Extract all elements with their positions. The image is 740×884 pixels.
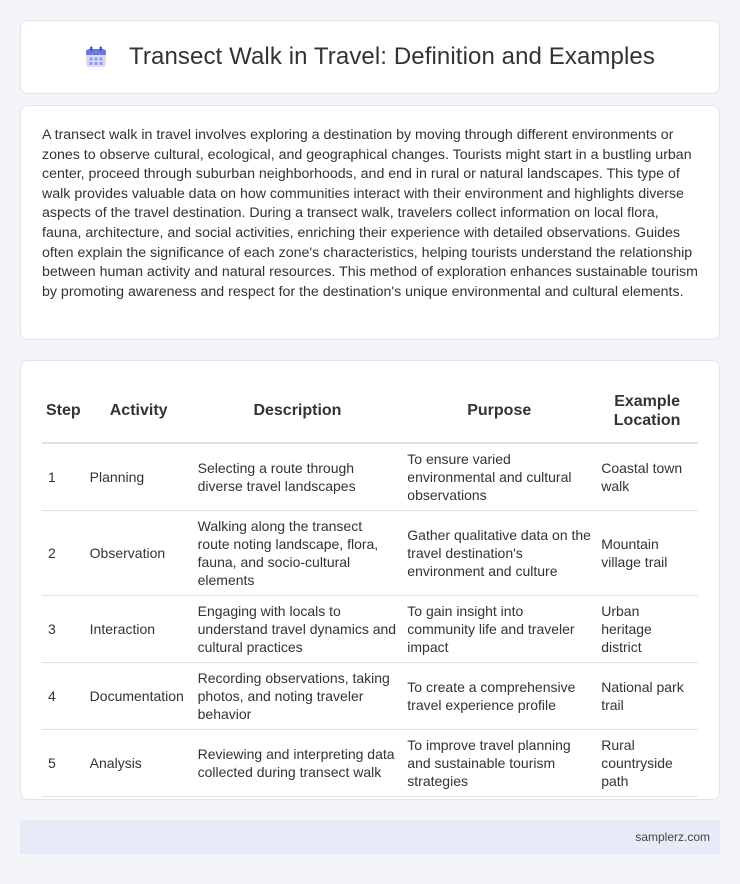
cell-description: Walking along the transect route noting landscape, flora, fauna, and socio-cultural elements — [193, 510, 403, 595]
steps-table — [42, 381, 698, 797]
cell-description: Reviewing and interpreting data collected during transect walk — [193, 729, 403, 796]
title-card — [20, 20, 720, 94]
header-example-location: Example Location — [596, 381, 698, 443]
cell-purpose: To gain insight into community life and traveler impact — [402, 595, 596, 662]
page-title: Transect Walk in Travel: Definition and Examples — [129, 43, 655, 70]
cell-step: 5 — [42, 729, 85, 796]
cell-purpose: Gather qualitative data on the travel destination's environment and culture — [402, 510, 596, 595]
cell-activity: Documentation — [85, 662, 193, 729]
table-row — [42, 662, 698, 729]
cell-description: Engaging with locals to understand travel dynamics and cultural practices — [193, 595, 403, 662]
cell-step: 2 — [42, 510, 85, 595]
cell-step: 4 — [42, 662, 85, 729]
table-row — [42, 510, 698, 595]
cell-description: Selecting a route through diverse travel landscapes — [193, 443, 403, 510]
intro-paragraph: A transect walk in travel involves exploring a destination by moving through different environments or zones to observe cultural, ecological, and geographical changes. Tourists might start in a bustling urban center, proceed through suburban neighborhoods, and end in rural or natural landscapes. This type of walk provides valuable data on how communities interact with their environment and highlights diverse aspects of the travel destination. During a transect walk, travelers collect information on local flora, fauna, architecture, and social activities, enriching their experience with detailed observations. Guides often explain the significance of each zone's characteristics, helping tourists understand the relationship between human activity and natural resources. This method of exploration enhances sustainable tourism by promoting awareness and respect for the destination's unique environmental and cultural elements. — [42, 127, 698, 300]
cell-step: 1 — [42, 443, 85, 510]
table-row — [42, 729, 698, 796]
header-step: Step — [42, 381, 85, 443]
cell-purpose: To create a comprehensive travel experience profile — [402, 662, 596, 729]
cell-purpose: To improve travel planning and sustainable tourism strategies — [402, 729, 596, 796]
header-purpose: Purpose — [402, 381, 596, 443]
cell-step: 3 — [42, 595, 85, 662]
cell-example-location: National park trail — [596, 662, 698, 729]
table-card — [20, 360, 720, 800]
footer — [20, 820, 720, 854]
cell-activity: Planning — [85, 443, 193, 510]
cell-example-location: Urban heritage district — [596, 595, 698, 662]
table-row — [42, 595, 698, 662]
cell-activity: Interaction — [85, 595, 193, 662]
cell-activity: Analysis — [85, 729, 193, 796]
calendar-icon — [85, 46, 107, 68]
cell-example-location: Coastal town walk — [596, 443, 698, 510]
table-row — [42, 443, 698, 510]
cell-example-location: Rural countryside path — [596, 729, 698, 796]
cell-description: Recording observations, taking photos, and noting traveler behavior — [193, 662, 403, 729]
header-description: Description — [193, 381, 403, 443]
header-activity: Activity — [85, 381, 193, 443]
cell-example-location: Mountain village trail — [596, 510, 698, 595]
cell-purpose: To ensure varied environmental and cultural observations — [402, 443, 596, 510]
intro-card — [20, 105, 720, 340]
footer-site-link[interactable]: samplerz.com — [635, 830, 710, 844]
cell-activity: Observation — [85, 510, 193, 595]
table-header-row — [42, 381, 698, 443]
